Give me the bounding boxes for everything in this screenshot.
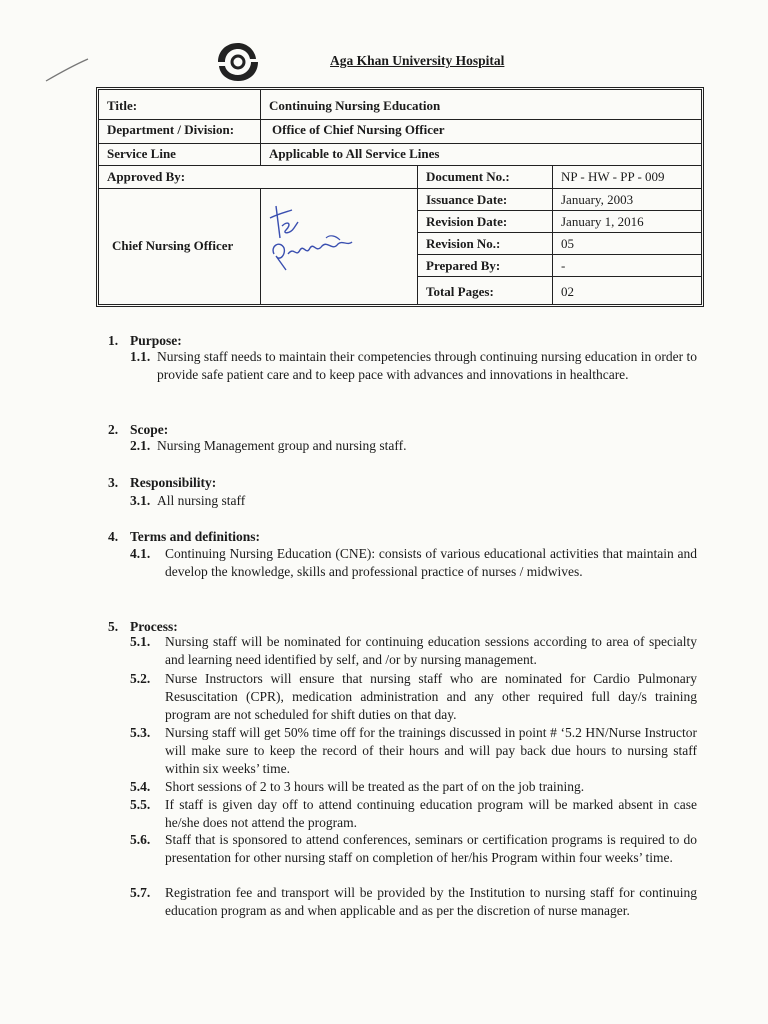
total-pages-label: Total Pages:: [426, 284, 494, 299]
item-text: Nursing staff will get 50% time off for the trainings discussed in point # ‘5.2 HN/Nurse Instructor will make sure to keep the record of their hours and will pay back due hours to nursing staff within six weeks’ time.: [165, 725, 697, 776]
item-number: 5.6.: [130, 832, 151, 847]
section-number: 2.: [108, 422, 119, 437]
item-number: 5.3.: [130, 725, 151, 740]
item-text: Short sessions of 2 to 3 hours will be treated as the part of on the job training.: [165, 779, 585, 794]
item-text: Nursing staff will be nominated for continuing education sessions according to area of specialty and learning need identified by self, and /or by nursing management.: [165, 634, 697, 667]
section-title: Process:: [130, 619, 178, 634]
revision-date-value: January 1, 2016: [561, 214, 644, 229]
revision-no-label: Revision No.:: [426, 236, 501, 251]
section-number: 4.: [108, 529, 119, 544]
list-item: [130, 796, 697, 832]
revision-no-value: 05: [561, 236, 574, 251]
section-title: Purpose:: [130, 333, 182, 348]
list-item: [130, 348, 697, 384]
document-header-table: [96, 87, 704, 307]
item-text: Staff that is sponsored to attend conferences, seminars or certification programs is required to do presentation for other nursing staff on completion of her/his Program within four weeks’ time.: [165, 832, 697, 865]
revision-date-label: Revision Date:: [426, 214, 508, 229]
section-heading: [108, 529, 260, 545]
item-text: All nursing staff: [157, 493, 246, 508]
item-text: If staff is given day off to attend continuing education program will be marked absent in case he/she does not attend the program.: [165, 797, 697, 830]
approved-by-label: Approved By:: [107, 169, 186, 184]
list-item: [130, 670, 697, 724]
list-item: [130, 545, 697, 581]
prepared-by-label: Prepared By:: [426, 258, 501, 273]
service-line-label: Service Line: [107, 146, 176, 161]
list-item: [130, 633, 697, 669]
list-item: [130, 884, 697, 920]
hospital-name: Aga Khan University Hospital: [330, 53, 505, 68]
document-no-value: NP - HW - PP - 009: [561, 169, 665, 184]
item-text: Registration fee and transport will be provided by the Institution to nursing staff for continuing education program as and when applicable and as per the discretion of nurse manager.: [165, 885, 697, 918]
list-item: [130, 492, 697, 510]
item-text: Continuing Nursing Education (CNE): consists of various educational activities that maintain and develop the knowledge, skills and professional practice of nurses / midwives.: [165, 546, 697, 579]
section-title: Terms and definitions:: [130, 529, 261, 544]
title-label: Title:: [107, 98, 138, 113]
issuance-date-label: Issuance Date:: [426, 192, 508, 207]
item-number: 3.1.: [130, 493, 151, 508]
item-text: Nursing Management group and nursing staff.: [157, 438, 407, 453]
item-text: Nurse Instructors will ensure that nursing staff who are nominated for Cardio Pulmonary Resuscitation (CPR), medication administration and any other required full day/s training program are not scheduled for shift duties on that day.: [165, 671, 697, 722]
list-item: [130, 724, 697, 778]
item-number: 2.1.: [130, 438, 151, 453]
item-number: 5.1.: [130, 634, 151, 649]
item-number: 1.1.: [130, 349, 151, 364]
pen-stroke-mark: [44, 56, 92, 84]
section-heading: [108, 422, 168, 438]
list-item: [130, 437, 697, 455]
section-title: Scope:: [130, 422, 169, 437]
department-label: Department / Division:: [107, 122, 235, 137]
list-item: [130, 831, 697, 867]
item-number: 5.7.: [130, 885, 151, 900]
section-number: 5.: [108, 619, 119, 634]
title-value: Continuing Nursing Education: [269, 98, 441, 113]
section-heading: [108, 475, 216, 491]
item-number: 5.2.: [130, 671, 151, 686]
list-item: [130, 778, 697, 796]
prepared-by-value: -: [561, 258, 566, 273]
service-line-value: Applicable to All Service Lines: [269, 146, 440, 161]
section-number: 3.: [108, 475, 119, 490]
akuh-logo-icon: [214, 40, 262, 84]
item-number: 5.4.: [130, 779, 151, 794]
handwritten-signature: [256, 198, 366, 278]
item-number: 4.1.: [130, 546, 151, 561]
department-value: Office of Chief Nursing Officer: [272, 122, 445, 137]
issuance-date-value: January, 2003: [561, 192, 634, 207]
item-number: 5.5.: [130, 797, 151, 812]
section-title: Responsibility:: [130, 475, 217, 490]
document-no-label: Document No.:: [426, 169, 510, 184]
item-text: Nursing staff needs to maintain their competencies through continuing nursing education in order to provide safe patient care and to keep pace with advances and innovations in healthcare.: [157, 349, 697, 382]
section-number: 1.: [108, 333, 119, 348]
section-heading: [108, 333, 182, 349]
total-pages-value: 02: [561, 284, 574, 299]
approver-name: Chief Nursing Officer: [112, 238, 234, 253]
